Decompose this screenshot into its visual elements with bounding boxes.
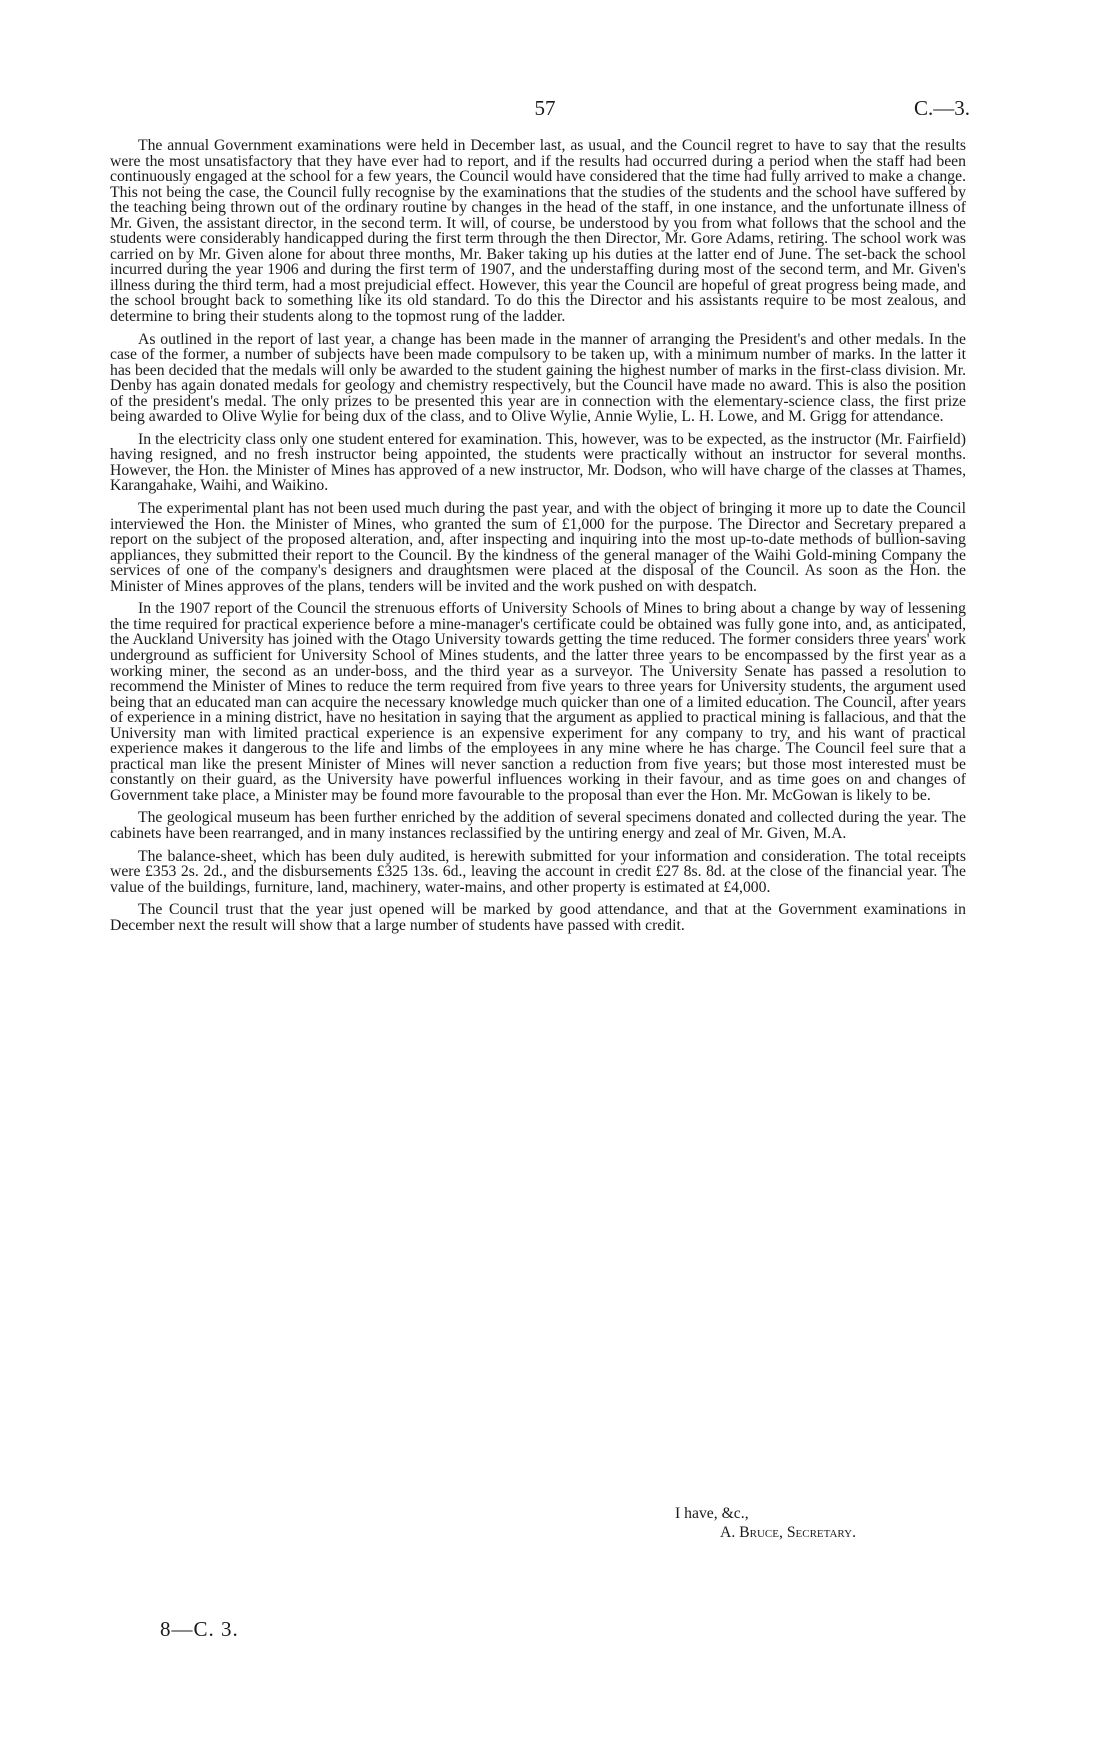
paragraph-medals: As outlined in the report of last year, a change has been made in the manner of arranging the President's and other medals. In the case of the former, a number of subjects have been made compulsory to be taken up, with a minimum number of marks. In the latter it has been decided that the medals will only be awarded to the student gaining the highest number of marks in the first-class division. Mr. Denby has again donated medals for geology and chemistry respectively, but the Council have made no award. This is also the position of the president's medal. The only prizes to be presented this year are in connection with the elementary-science class, the first prize being awarded to Olive Wylie for being dux of the class, and to Olive Wylie, Annie Wylie, L. H. Lowe, and M. Grigg for attendance.	[110, 330, 966, 426]
paragraph-examinations: The annual Government examinations were held in December last, as usual, and the Council regret to have to say that the results were the most unsatisfactory that they have ever had to report, and if the results had occurred during a period when the staff had been continuously engaged at the school for a few years, the Council would have considered that the time had fully arrived to make a change. This not being the case, the Council fully recognise by the examinations that the studies of the students and the school have suffered by the teaching being thrown out of the ordinary routine by changes in the head of the staff, in one instance, and the unfortunate illness of Mr. Given, the assistant director, in the second term. It will, of course, be understood by you from what follows that the school and the students were considerably handicapped during the first term through the then Director, Mr. Gore Adams, retiring. The school work was carried on by Mr. Given alone for about three months, Mr. Baker taking up his duties at the latter end of June. The set-back the school incurred during the year 1906 and during the first term of 1907, and the understaffing during most of the second term, and Mr. Given's illness during the third term, had a most prejudicial effect. However, this year the Council are hopeful of great progress being made, and the school brought back to something like its old standard. To do this the Director and his assistants require to be most zealous, and determine to bring their students along to the topmost rung of the ladder.	[110, 137, 966, 326]
paragraph-geological-museum: The geological museum has been further enriched by the addition of several specimens donated and collected during the year. The cabinets have been rearranged, and in many instances reclassified by the untiring energy and zeal of Mr. Given, M.A.	[110, 809, 966, 842]
paragraph-university-schools: In the 1907 report of the Council the strenuous efforts of University Schools of Mines to bring about a change by way of lessening the time required for practical experience before a mine-manager's certificate could be obtained was fully gone into, and, as anticipated, the Auckland University has joined with the Otago University towards getting the time reduced. The former considers three years' work underground as sufficient for University School of Mines students, and the latter three years to be encompassed by the first year as a working miner, the second as an under-boss, and the third year as a surveyor. The University Senate has passed a resolution to recommend the Minister of Mines to reduce the term required from five years to three years for University students, the argument used being that an educated man can acquire the necessary knowledge much quicker than one of a limited education. The Council, after years of experience in a mining district, have no hesitation in saying that the argument as applied to practical mining is fallacious, and that the University man with limited practical experience is an expensive experiment for any company to try, and his want of practical experience makes it dangerous to the life and limbs of the employees in any mine where he has charge. The Council feel sure that a practical man like the present Minister of Mines will never sanction a reduction from five years; but those most interested must be constantly on their guard, as the University have powerful influences working in their favour, and as time goes on and changes of Government take place, a Minister may be found more favourable to the proposal than ever the Hon. Mr. McGowan is likely to be.	[110, 600, 966, 804]
report-body	[110, 138, 966, 940]
document-reference: C.—3.	[913, 96, 970, 120]
paragraph-electricity-class: In the electricity class only one student entered for examination. This, however, was to be expected, as the instructor (Mr. Fairfield) having resigned, and no fresh instructor being appointed, the students were practically without an instructor for several months. However, the Hon. the Minister of Mines has approved of a new instructor, Mr. Dodson, who will have charge of the classes at Thames, Karangahake, Waihi, and Waikino.	[110, 430, 966, 495]
paragraph-closing-remarks: The Council trust that the year just opened will be marked by good attendance, and that at the Government examinations in December next the result will show that a large number of students have passed with credit.	[110, 901, 966, 934]
sheet-mark: 8—C. 3.	[160, 1617, 239, 1641]
salutation: I have, &c.,	[675, 1505, 749, 1522]
signatory: A. Bruce, Secretary.	[720, 1524, 857, 1541]
page-number: 57	[534, 96, 556, 120]
paragraph-experimental-plant: The experimental plant has not been used much during the past year, and with the object of bringing it more up to date the Council interviewed the Hon. the Minister of Mines, who granted the sum of £1,000 for the purpose. The Director and Secretary prepared a report on the subject of the proposed alteration, and, after inspecting and inquiring into the most up-to-date methods of bullion-saving appliances, they submitted their report to the Council. By the kindness of the general manager of the Waihi Gold-mining Company the services of one of the company's designers and draughtsmen were placed at the disposal of the Council. As soon as the Hon. the Minister of Mines approves of the plans, tenders will be invited and the work pushed on with despatch.	[110, 500, 966, 595]
paragraph-balance-sheet: The balance-sheet, which has been duly audited, is herewith submitted for your information and consideration. The total receipts were £353 2s. 2d., and the disbursements £325 13s. 6d., leaving the account in credit £27 8s. 8d. at the close of the financial year. The value of the buildings, furniture, land, machinery, water-mains, and other property is estimated at £4,000.	[110, 847, 966, 896]
